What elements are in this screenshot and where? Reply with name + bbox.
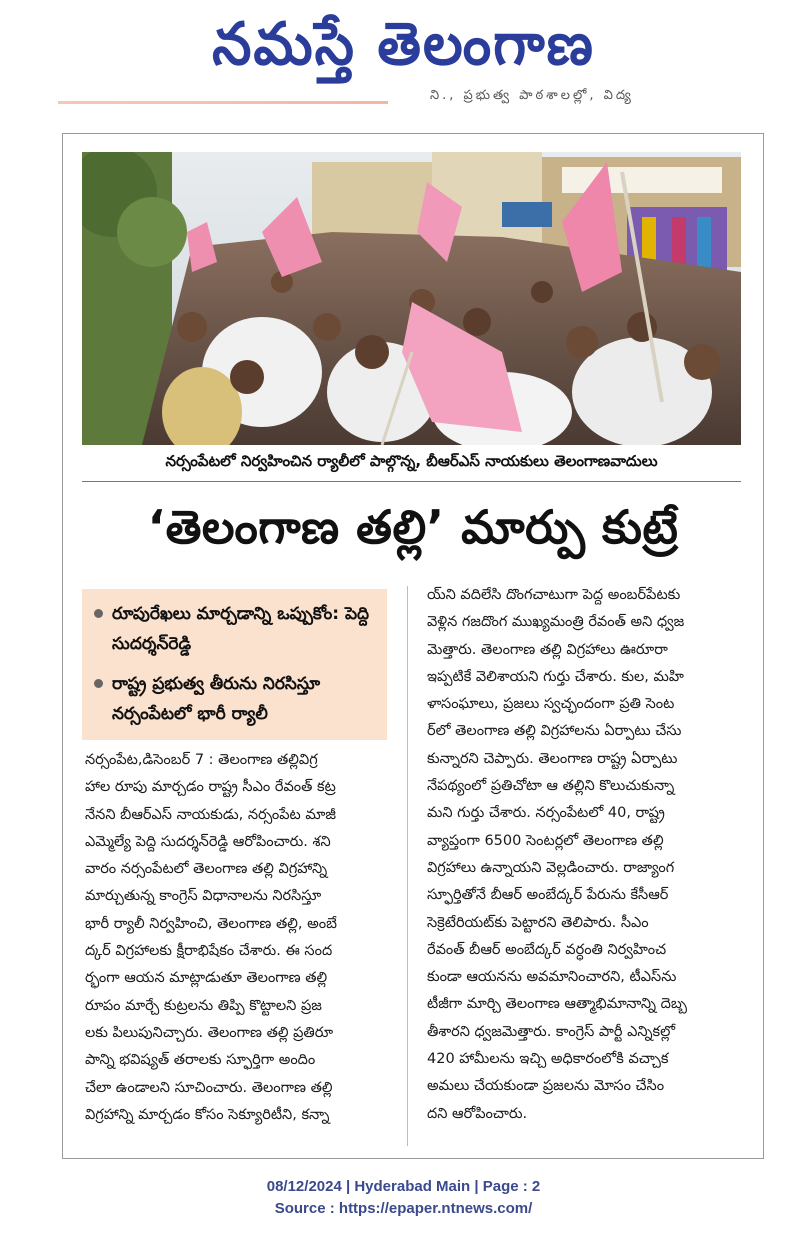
body-line: మని గుర్తు చేశారు. నర్సంపేటలో 40, రాష్ట్ర bbox=[427, 805, 665, 822]
body-line: నర్సంపేట,డిసెంబర్ 7 : తెలంగాణ తల్లివిగ్ర bbox=[85, 752, 318, 768]
body-line: రేవంత్ బీఆర్ అంబేద్కర్ వర్ధంతి నిర్వహించ bbox=[427, 941, 667, 958]
body-line: నేపథ్యంలో ప్రతిచోటా ఆ తల్లిని కొలుచుకున్నా bbox=[427, 778, 675, 795]
highlight-item bbox=[92, 669, 379, 729]
masthead-strip-text: ని., ప్రభుత్వ పాఠశాలల్లో, విద్య bbox=[430, 88, 634, 103]
body-line: భారీ ర్యాలీ నిర్వహించి, తెలంగాణ తల్లి, అంబే bbox=[85, 915, 337, 932]
body-line: పాన్ని భవిష్యత్ తరాలకు స్ఫూర్తిగా అందిం bbox=[85, 1052, 316, 1069]
body-line: య్‌ని వదిలేసి దొంగచాటుగా పెద్ద అంబర్‌పేటకు bbox=[427, 587, 681, 603]
newspaper-logo: నమస్తే తెలంగాణ bbox=[212, 10, 595, 79]
edition-info: 08/12/2024 | Hyderabad Main | Page : 2 bbox=[266, 1178, 541, 1195]
body-line: హాల రూపు మార్చడం రాష్ట్ర సీఎం రేవంత్ కట్ర bbox=[85, 779, 336, 796]
body-line: తీశారని ధ్వజమెత్తారు. కాంగ్రెస్ పార్టీ ఎన్నికల్లో bbox=[427, 1023, 675, 1040]
body-line: స్ఫూర్తితోనే బీఆర్ అంబేద్కర్ పేరును కేసీఆర్ bbox=[427, 887, 669, 904]
rally-photo-illustration bbox=[82, 152, 741, 445]
column-divider bbox=[407, 586, 408, 1146]
body-line: టీజీగా మార్చి తెలంగాణ ఆత్మాభిమానాన్ని దెబ్బ bbox=[427, 996, 688, 1013]
body-line: రూపం మార్చే కుట్రలను తిప్పి కొట్టాలని ప్రజ bbox=[85, 997, 322, 1014]
body-line: వెళ్లిన గజదొంగ ముఖ్యమంత్రి రేవంత్ అని ధ్వజ bbox=[427, 614, 685, 631]
masthead bbox=[0, 8, 807, 88]
body-line: దని ఆరోపించారు. bbox=[427, 1105, 528, 1122]
page-footer bbox=[0, 1176, 807, 1220]
body-line: ళాసంఘాలు, ప్రజలు స్వచ్ఛందంగా ప్రతి సెంట bbox=[427, 696, 675, 713]
highlight-text: రూపురేఖలు మార్చడాన్ని ఒప్పుకోం: పెద్ది సుదర్శన్‌రెడ్డి bbox=[112, 604, 370, 654]
highlights-box bbox=[82, 589, 387, 740]
body-line: విగ్రహాన్ని మార్చడం కోసం సెక్యూరిటీని, కన్నా bbox=[85, 1106, 330, 1123]
body-column-left bbox=[85, 747, 385, 1129]
headline: ‘తెలంగాణ తల్లి’ మార్పు కుట్రే bbox=[147, 500, 679, 554]
body-line: ర్భంగా ఆయన మాట్లాడుతూ తెలంగాణ తల్లి bbox=[85, 970, 328, 987]
body-line: కుండా ఆయనను అవమానించారని, టీఎస్‌ను bbox=[427, 969, 677, 986]
body-line: 420 హామీలను ఇచ్చి అధికారంలోకి వచ్చాక bbox=[427, 1051, 669, 1068]
body-column-right bbox=[427, 582, 747, 1128]
body-line: మార్చుతున్న కాంగ్రెస్ విధానాలను నిరసిస్తూ bbox=[85, 888, 322, 905]
body-line: నేనని బీఆర్ఎస్ నాయకుడు, నర్సంపేట మాజీ bbox=[85, 806, 336, 823]
body-line: వ్యాప్తంగా 6500 సెంటర్లలో తెలంగాణ తల్లి bbox=[427, 832, 664, 849]
source-link[interactable]: Source : https://epaper.ntnews.com/ bbox=[274, 1200, 533, 1217]
highlight-text: రాష్ట్ర ప్రభుత్వ తీరును నిరసిస్తూ నర్సంపేటలో భారీ ర్యాలీ bbox=[112, 674, 321, 724]
body-line: వారం నర్సంపేటలో తెలంగాణ తల్లి విగ్రహాన్ని bbox=[85, 861, 328, 878]
bullet-icon bbox=[94, 679, 103, 688]
body-line: ఎమ్మెల్యే పెద్ది సుదర్శన్‌రెడ్డి ఆరోపించారు. శని bbox=[85, 833, 331, 850]
body-line: అమలు చేయకుండా ప్రజలను మోసం చేసిం bbox=[427, 1078, 665, 1095]
masthead-rule bbox=[58, 101, 388, 104]
photo-caption: నర్సంపేటలో నిర్వహించిన ర్యాలీలో పాల్గొన్న, బీఆర్ఎస్ నాయకులు తెలంగాణవాదులు bbox=[165, 452, 658, 470]
body-line: మెత్తారు. తెలంగాణ తల్లి విగ్రహాలు ఊరూరా bbox=[427, 641, 668, 658]
body-line: లకు పిలుపునిచ్చారు. తెలంగాణ తల్లి ప్రతిరూ bbox=[85, 1024, 334, 1041]
caption-divider bbox=[82, 481, 741, 482]
body-line: విగ్రహాలు ఉన్నాయని వెల్లడించారు. రాజ్యాంగ bbox=[427, 859, 675, 876]
body-line: ఇప్పటికే వెలిశాయని గుర్తు చేశారు. కుల, మహి bbox=[427, 668, 684, 685]
body-line: ర్‌లో తెలంగాణ తల్లి విగ్రహాలను ఏర్పాటు చేసు bbox=[427, 723, 682, 740]
body-line: కున్నారని చెప్పారు. తెలంగాణ రాష్ట్ర ఏర్పాటు bbox=[427, 750, 678, 767]
bullet-icon bbox=[94, 609, 103, 618]
highlight-item bbox=[92, 599, 379, 659]
body-line: సెక్రెటేరియట్‌కు పెట్టారని తెలిపారు. సీఎం bbox=[427, 914, 649, 931]
article-clipping bbox=[62, 133, 764, 1159]
body-line: ద్కర్ విగ్రహాలకు క్షీరాభిషేకం చేశారు. ఈ సంద bbox=[85, 943, 333, 960]
body-line: చేలా ఉండాలని సూచించారు. తెలంగాణ తల్లి bbox=[85, 1079, 333, 1096]
rally-photo bbox=[82, 152, 741, 445]
